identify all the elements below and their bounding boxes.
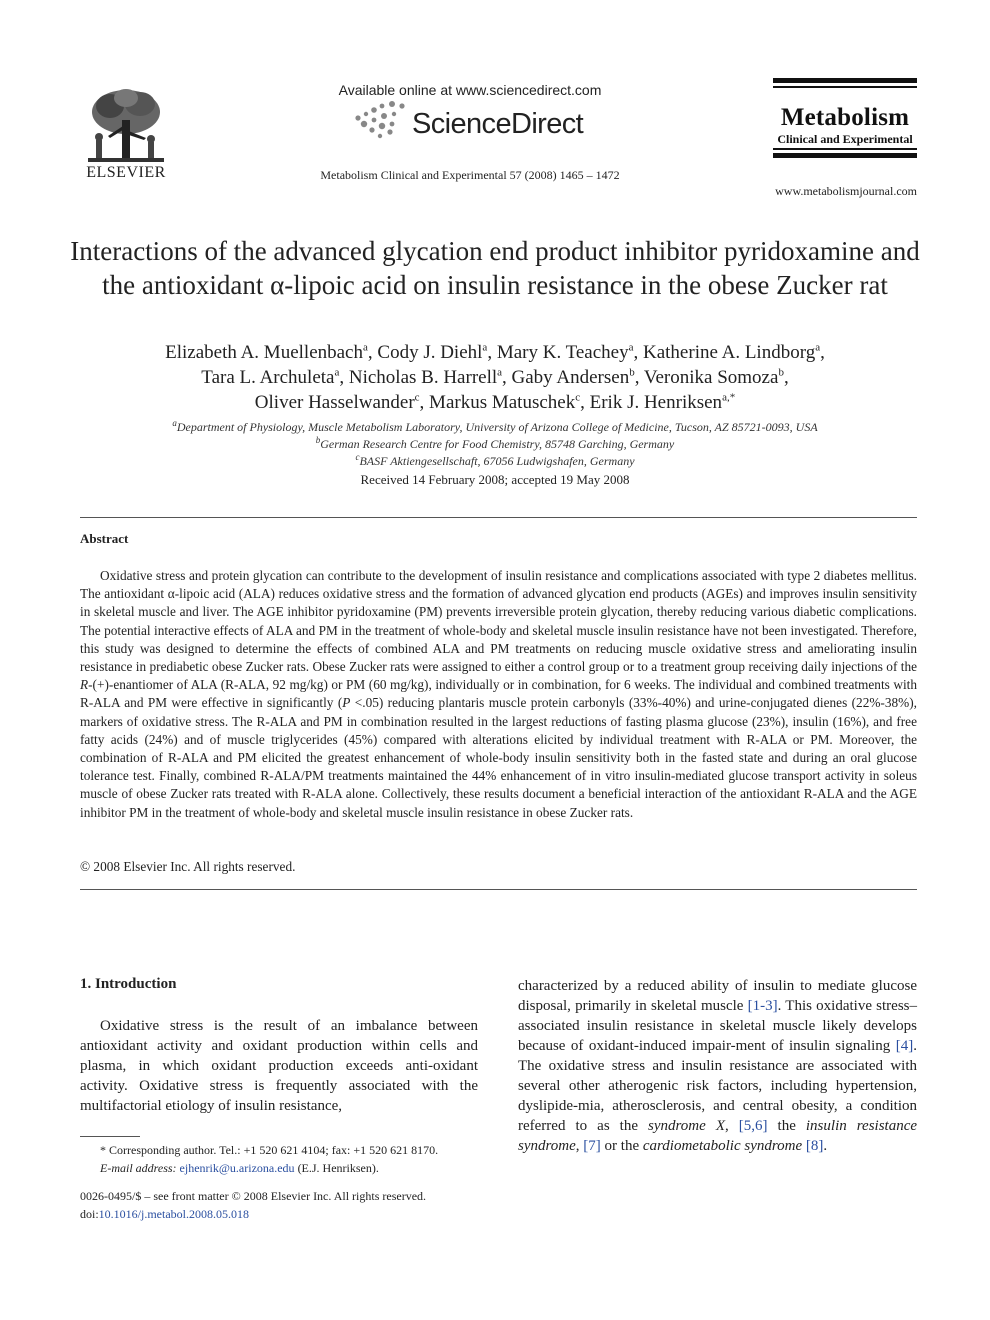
received-dates: Received 14 February 2008; accepted 19 May 2008 bbox=[360, 472, 630, 487]
author-affiliation-marker: a bbox=[815, 341, 821, 354]
abstract-rule-bottom bbox=[80, 889, 917, 890]
author-affiliation-marker: a,* bbox=[722, 391, 736, 404]
intro-paragraph: Oxidative stress is the result of an imbalance between antioxidant activity and oxidant production within cells and plasma, in which oxidant production exceeds anti-oxidant activity. Oxidative stress is frequently associated with the multifactorial etiology of insulin resistance, bbox=[80, 1018, 478, 1114]
affiliation-c: $^c$BASF Aktiengesellschaft, 67056 Ludwigshafen, Germany bbox=[355, 452, 635, 468]
author-affiliation-marker: b bbox=[778, 366, 784, 379]
abstract-heading: Abstract bbox=[80, 531, 129, 546]
abstract-rule-top bbox=[80, 517, 917, 518]
footnote-rule bbox=[80, 1136, 140, 1137]
author-name: Veronika Somoza bbox=[643, 367, 779, 388]
citation-link[interactable]: [5,6] bbox=[738, 1118, 768, 1134]
journal-rule bbox=[773, 86, 917, 88]
author-name: Katherine A. Lindborg bbox=[643, 342, 816, 363]
author-separator: , bbox=[367, 342, 378, 363]
available-online-text[interactable]: Available online at www.sciencedirect.com bbox=[338, 82, 602, 98]
author-separator: , bbox=[580, 392, 590, 413]
email-link[interactable]: ejhenrik@u.arizona.edu bbox=[179, 1161, 295, 1175]
author-separator: , bbox=[634, 367, 644, 388]
journal-citation: Metabolism Clinical and Experimental 57 (2008) 1465 – 1472 bbox=[320, 168, 620, 182]
citation-link[interactable]: [4] bbox=[895, 1038, 914, 1054]
author-separator: , bbox=[502, 367, 512, 388]
citation-link[interactable]: [8] bbox=[805, 1138, 824, 1154]
section-heading-introduction: 1. Introduction bbox=[80, 976, 177, 992]
citation-link[interactable]: [1-3] bbox=[747, 998, 778, 1014]
author-name: Mary K. Teachey bbox=[496, 342, 629, 363]
body-column-left bbox=[80, 1016, 478, 1116]
citation-link[interactable]: [7] bbox=[583, 1138, 601, 1154]
author-name: Cody J. Diehl bbox=[377, 342, 483, 363]
author-affiliation-marker: c bbox=[414, 391, 420, 404]
author-affiliation-marker: a bbox=[334, 366, 340, 379]
author-affiliation-marker: a bbox=[363, 341, 368, 354]
author-separator: , bbox=[633, 342, 643, 363]
author-separator: , bbox=[487, 342, 497, 363]
author-name: Elizabeth A. Muellenbach bbox=[165, 342, 363, 363]
doi-link[interactable]: 10.1016/j.metabol.2008.05.018 bbox=[98, 1207, 249, 1221]
affiliation-a: $^a$Department of Physiology, Muscle Metabolism Laboratory, University of Arizona College of Medicine, Tucson, AZ 85721-0093, USA bbox=[172, 418, 818, 434]
corresponding-author-footnote: * Corresponding author. Tel.: +1 520 621 4104; fax: +1 520 621 8170. E-mail address: ejhenrik@u.arizona.edu (E.J. Henriksen). bbox=[100, 1143, 439, 1175]
author-list bbox=[70, 340, 920, 415]
journal-rule bbox=[773, 78, 917, 83]
author-separator: , bbox=[419, 392, 430, 413]
author-affiliation-marker: a bbox=[497, 366, 503, 379]
body-column-right bbox=[518, 976, 917, 1156]
sciencedirect-wordmark: ScienceDirect bbox=[412, 108, 584, 140]
article-title: Interactions of the advanced glycation end product inhibitor pyridoxamine and the antioxidant α-lipoic acid on insulin resistance in the obese Zucker rat bbox=[70, 236, 920, 300]
author-name: Erik J. Henriksen bbox=[589, 392, 723, 413]
journal-url[interactable]: www.metabolismjournal.com bbox=[775, 184, 917, 198]
journal-rule bbox=[773, 153, 917, 158]
abstract-body: Oxidative stress and protein glycation can contribute to the development of insulin resistance and complications associated with type 2 diabetes mellitus. The antioxidant α-lipoic acid (ALA) reduces oxidative stress and the formation of advanced glycation end products (AGEs) and improves insulin sensitivity in skeletal muscle and liver. The AGE inhibitor pyridoxamine (PM) prevents irreversible protein glycation, thereby reducing various diabetic complications. The potential interactive effects of ALA and PM in the treatment of whole-body and skeletal muscle insulin resistance have not been investigated. Therefore, this study was designed to determine the effects of combined ALA and PM treatments on reducing muscle oxidative stress and ameliorating insulin resistance in prediabetic obese Zucker rats. Obese Zucker rats were assigned to either a control group or to a treatment group receiving daily injections of the R-(+)-enantiomer of ALA (R-ALA, 92 mg/kg) or PM (60 mg/kg), individually or in combination, for 6 weeks. The individual and combined treatments with R-ALA and PM were effective in significantly (P <.05) reducing plantaris muscle protein carbonyls (33%-40%) and urine-conjugated dienes (22%-38%), markers of oxidative stress. The R-ALA and PM in combination resulted in the largest reductions of fasting plasma glucose (23%), insulin (16%), and free fatty acids (24%) and of muscle triglycerides (45%) compared with alterations elicited by individual treatment with R-ALA or PM. Moreover, the combination of R-ALA and PM elicited the greatest enhancement of whole-body insulin sensitivity both in the fasted state and during an oral glucose tolerance test. Finally, combined R-ALA/PM treatments maintained the 44% enhancement of in vitro insulin-mediated glucose transport activity in soleus muscle of obese Zucker rats treated with R-ALA alone. Collectively, these results document a beneficial interaction of the antioxidant R-ALA and the AGE inhibitor PM in the treatment of whole-body and skeletal muscle insulin resistance in obese Zucker rats. bbox=[80, 568, 917, 820]
issn-doi-block: 0026-0495/$ – see front matter © 2008 Elsevier Inc. All rights reserved. doi:10.1016/j.metabol.2008.05.018 bbox=[80, 1189, 427, 1221]
author-name: Tara L. Archuleta bbox=[201, 367, 335, 388]
journal-name: Metabolism bbox=[780, 104, 910, 131]
intro-paragraph-continued: characterized by a reduced ability of insulin to mediate glucose disposal, primarily in skeletal muscle [1-3]. This oxidative stress–associated insulin resistance in skeletal muscle likely develops because of oxidant-induced impair-ment of insulin signaling [4]. The oxidative stress and insulin resistance are associated with several other atherogenic risk factors, including hypertension, dyslipide-mia, atherosclerosis, and central obesity, a condition referred to as the syndrome X, [5,6] the insulin resistance syndrome, [7] or the cardiometabolic syndrome [8]. bbox=[518, 978, 918, 1154]
abstract-copyright: © 2008 Elsevier Inc. All rights reserved. bbox=[80, 859, 296, 874]
publisher-wordmark: ELSEVIER bbox=[86, 164, 166, 181]
author-separator: , bbox=[783, 367, 789, 388]
journal-subtitle: Clinical and Experimental bbox=[777, 132, 913, 146]
author-separator: , bbox=[820, 342, 825, 363]
journal-rule bbox=[773, 148, 917, 150]
author-affiliation-marker: b bbox=[629, 366, 635, 379]
author-name: Nicholas B. Harrell bbox=[348, 367, 498, 388]
author-affiliation-marker: a bbox=[482, 341, 488, 354]
author-separator: , bbox=[339, 367, 349, 388]
author-name: Oliver Hasselwander bbox=[254, 392, 415, 413]
author-affiliation-marker: c bbox=[575, 391, 581, 404]
affiliation-b: $^b$German Research Centre for Food Chemistry, 85748 Garching, Germany bbox=[315, 435, 675, 451]
author-name: Markus Matuschek bbox=[429, 392, 576, 413]
author-name: Gaby Andersen bbox=[511, 367, 630, 388]
author-affiliation-marker: a bbox=[628, 341, 634, 354]
